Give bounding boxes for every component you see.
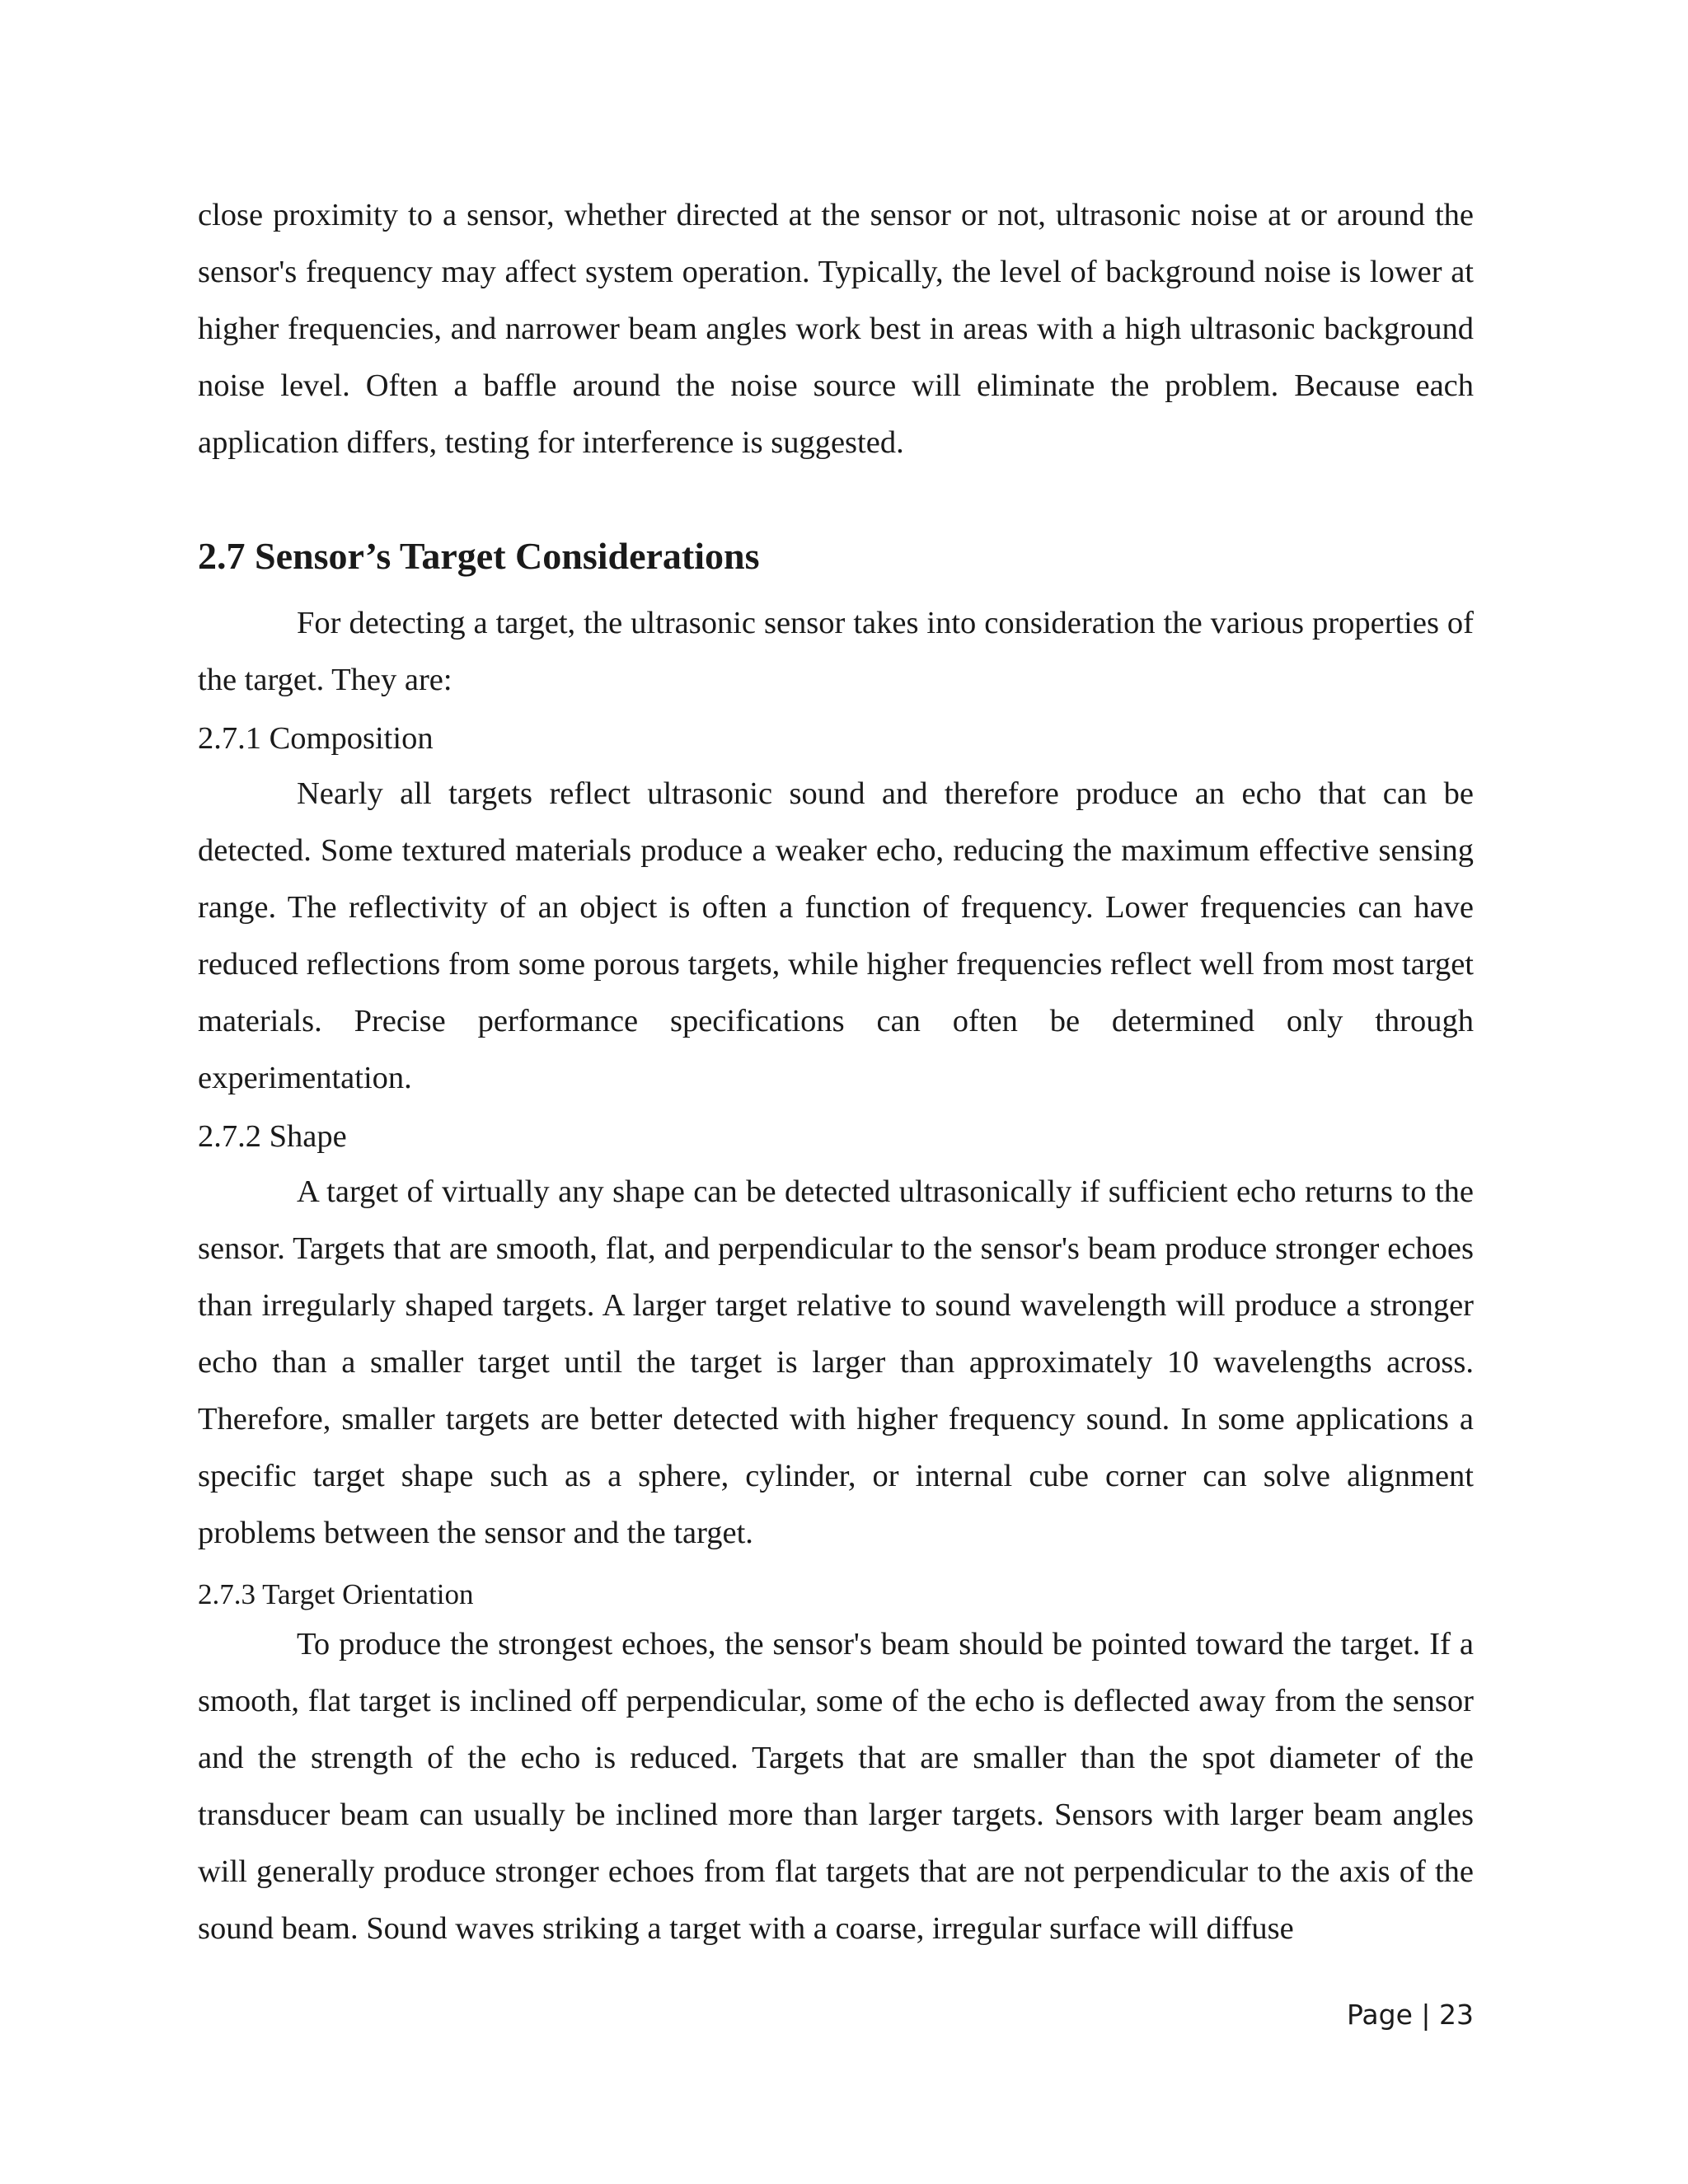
page-number-footer: Page | 23 [1347, 1999, 1474, 2031]
target-orientation-paragraph: To produce the strongest echoes, the sensor's beam should be pointed toward the target. If a smooth, flat target is inclined off perpendicular, some of the echo is deflected away from the sensor and the strength of the echo is reduced. Targets that are smaller than the spot diameter of the transducer beam can usually be inclined more than larger targets. Sensors with larger beam angles will generally produce stronger echoes from flat targets that are not perpendicular to the axis of the sound beam. Sound waves striking a target with a coarse, irregular surface will diffuse [198, 1627, 1474, 1946]
subsection-heading-composition: 2.7.1 Composition [198, 721, 434, 756]
section-intro-paragraph: For detecting a target, the ultrasonic sensor takes into consideration the various properties of the target. They are: [198, 606, 1474, 697]
shape-paragraph: A target of virtually any shape can be detected ultrasonically if sufficient echo returns to the sensor. Targets that are smooth, flat, and perpendicular to the sensor's beam produce stronger echoes than irregularly shaped targets. A larger target relative to sound wavelength will produce a stronger echo than a smaller target until the target is larger than approximately 10 wavelengths across. Therefore, smaller targets are better detected with higher frequency sound. In some applications a specific target shape such as a sphere, cylinder, or internal cube corner can solve alignment problems between the sensor and the target. [198, 1174, 1474, 1550]
subsection-heading-target-orientation: 2.7.3 Target Orientation [198, 1578, 474, 1610]
composition-paragraph: Nearly all targets reflect ultrasonic sound and therefore produce an echo that can be detected. Some textured materials produce a weaker echo, reducing the maximum effective sensing range. The reflectivity of an object is often a function of frequency. Lower frequencies can have reduced reflections from some porous targets, while higher frequencies reflect well from most target materials. Precise performance specifications can often be determined only through experimentation. [198, 776, 1474, 1095]
section-heading: 2.7 Sensor’s Target Considerations [198, 535, 760, 577]
intro-paragraph: close proximity to a sensor, whether directed at the sensor or not, ultrasonic noise at or around the sensor's frequency may affect system operation. Typically, the level of background noise is lower at higher frequencies, and narrower beam angles work best in areas with a high ultrasonic background noise level. Often a baffle around the noise source will eliminate the problem. Because each application differs, testing for interference is suggested. [198, 198, 1474, 460]
subsection-heading-shape: 2.7.2 Shape [198, 1119, 347, 1154]
